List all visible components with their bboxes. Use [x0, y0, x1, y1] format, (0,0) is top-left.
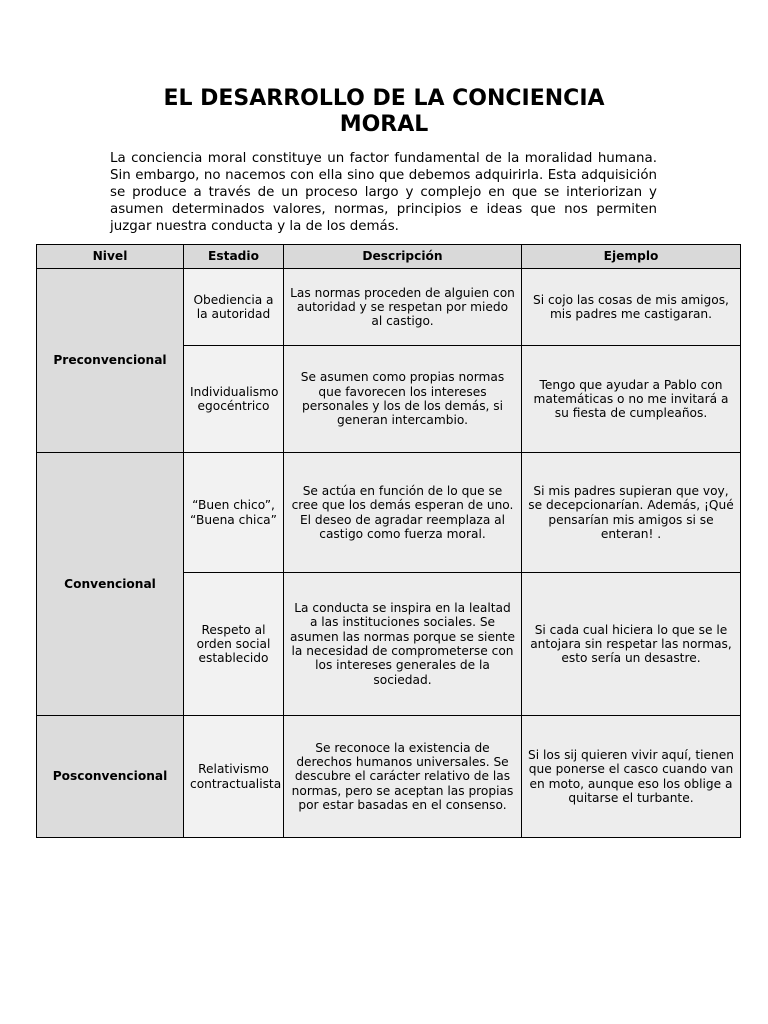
estadio-cell: Individualismo egocéntrico [184, 346, 284, 453]
descripcion-cell: Se actúa en función de lo que se cree que los demás esperan de uno. El deseo de agradar reemplaza al castigo como fuerza moral. [284, 453, 522, 573]
table-row [37, 716, 741, 838]
header-estadio: Estadio [184, 245, 284, 269]
document-title: EL DESARROLLO DE LA CONCIENCIA MORAL [163, 86, 605, 137]
nivel-cell: Preconvencional [37, 269, 184, 453]
header-descripcion: Descripción [284, 245, 522, 269]
descripcion-cell: Las normas proceden de alguien con autoridad y se respetan por miedo al castigo. [284, 269, 522, 346]
table-row [37, 269, 741, 346]
nivel-cell: Convencional [37, 453, 184, 716]
table-row [37, 453, 741, 573]
descripcion-cell: Se asumen como propias normas que favorecen los intereses personales y los de los demás, si generan intercambio. [284, 346, 522, 453]
ejemplo-cell: Tengo que ayudar a Pablo con matemáticas o no me invitará a su fiesta de cumpleaños. [522, 346, 741, 453]
descripcion-cell: La conducta se inspira en la lealtad a las instituciones sociales. Se asumen las normas porque se siente la necesidad de comprometerse con los intereses generales de la sociedad. [284, 573, 522, 716]
ejemplo-cell: Si cojo las cosas de mis amigos, mis padres me castigaran. [522, 269, 741, 346]
nivel-cell: Posconvencional [37, 716, 184, 838]
moral-development-table [36, 244, 741, 838]
header-ejemplo: Ejemplo [522, 245, 741, 269]
estadio-cell: Relativismo contractualista [184, 716, 284, 838]
ejemplo-cell: Si los sij quieren vivir aquí, tienen que ponerse el casco cuando van en moto, aunque eso los oblige a quitarse el turbante. [522, 716, 741, 838]
descripcion-cell: Se reconoce la existencia de derechos humanos universales. Se descubre el carácter relativo de las normas, pero se aceptan las propias por estar basadas en el consenso. [284, 716, 522, 838]
table-header-row [37, 245, 741, 269]
estadio-cell: Respeto al orden social establecido [184, 573, 284, 716]
ejemplo-cell: Si mis padres supieran que voy, se decepcionarían. Además, ¡Qué pensarían mis amigos si se enteran! . [522, 453, 741, 573]
ejemplo-cell: Si cada cual hiciera lo que se le antojara sin respetar las normas, esto sería un desastre. [522, 573, 741, 716]
estadio-cell: “Buen chico”, “Buena chica” [184, 453, 284, 573]
intro-paragraph: La conciencia moral constituye un factor fundamental de la moralidad humana. Sin embargo, no nacemos con ella sino que debemos adquirirla. Esta adquisición se produce a través de un proceso largo y complejo en que se interiorizan y asumen determinados valores, normas, principios e ideas que nos permiten juzgar nuestra conducta y la de los demás. [110, 151, 657, 234]
header-nivel: Nivel [37, 245, 184, 269]
estadio-cell: Obediencia a la autoridad [184, 269, 284, 346]
